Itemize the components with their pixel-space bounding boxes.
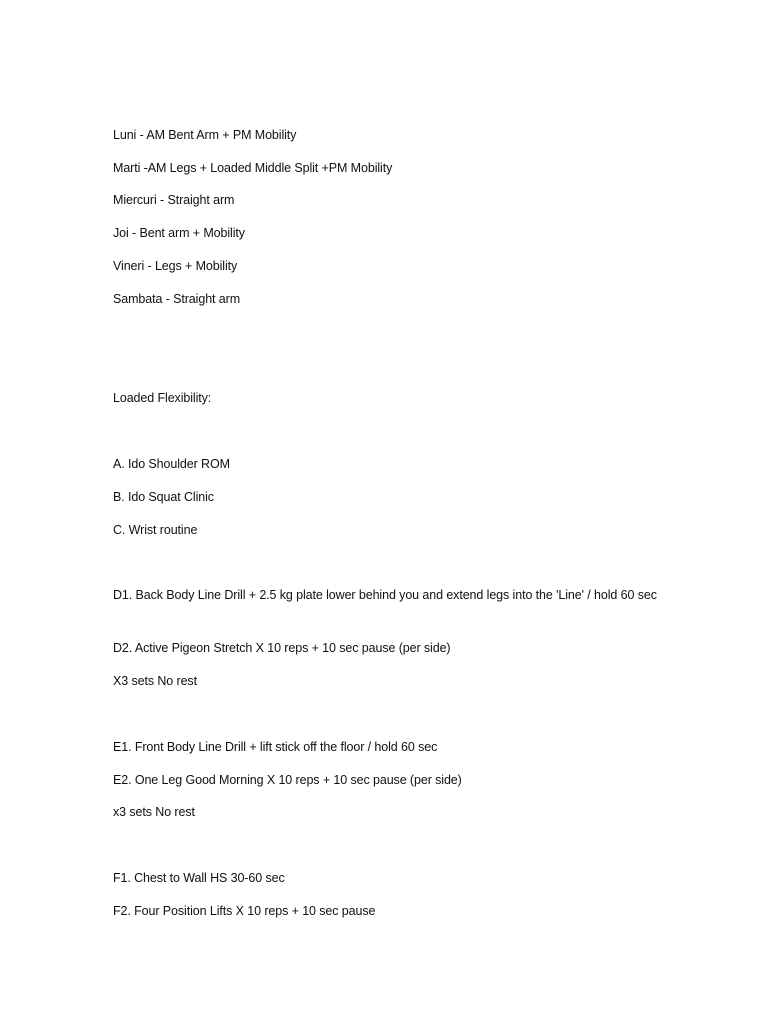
exercise-e-sets: x3 sets No rest: [113, 805, 195, 819]
exercise-f1: F1. Chest to Wall HS 30-60 sec: [113, 871, 285, 885]
exercise-e1: E1. Front Body Line Drill + lift stick off the floor / hold 60 sec: [113, 740, 438, 754]
exercise-c: C. Wrist routine: [113, 523, 198, 537]
exercise-e2: E2. One Leg Good Morning X 10 reps + 10 sec pause (per side): [113, 773, 462, 787]
exercise-d-sets: X3 sets No rest: [113, 674, 197, 688]
exercise-d2: D2. Active Pigeon Stretch X 10 reps + 10 sec pause (per side): [113, 641, 451, 655]
schedule-wednesday: Miercuri - Straight arm: [113, 193, 235, 207]
schedule-friday: Vineri - Legs + Mobility: [113, 259, 238, 273]
exercise-b: B. Ido Squat Clinic: [113, 490, 214, 504]
schedule-tuesday: Marti -AM Legs + Loaded Middle Split +PM Mobility: [113, 161, 393, 175]
schedule-monday: Luni - AM Bent Arm + PM Mobility: [113, 128, 297, 142]
loaded-flexibility-heading: Loaded Flexibility:: [113, 391, 212, 405]
schedule-thursday: Joi - Bent arm + Mobility: [113, 226, 245, 240]
exercise-a: A. Ido Shoulder ROM: [113, 457, 230, 471]
schedule-saturday: Sambata - Straight arm: [113, 292, 241, 306]
exercise-d1: D1. Back Body Line Drill + 2.5 kg plate lower behind you and extend legs into the 'Line' / hold 60 sec: [113, 588, 657, 602]
exercise-f2: F2. Four Position Lifts X 10 reps + 10 sec pause: [113, 904, 376, 918]
